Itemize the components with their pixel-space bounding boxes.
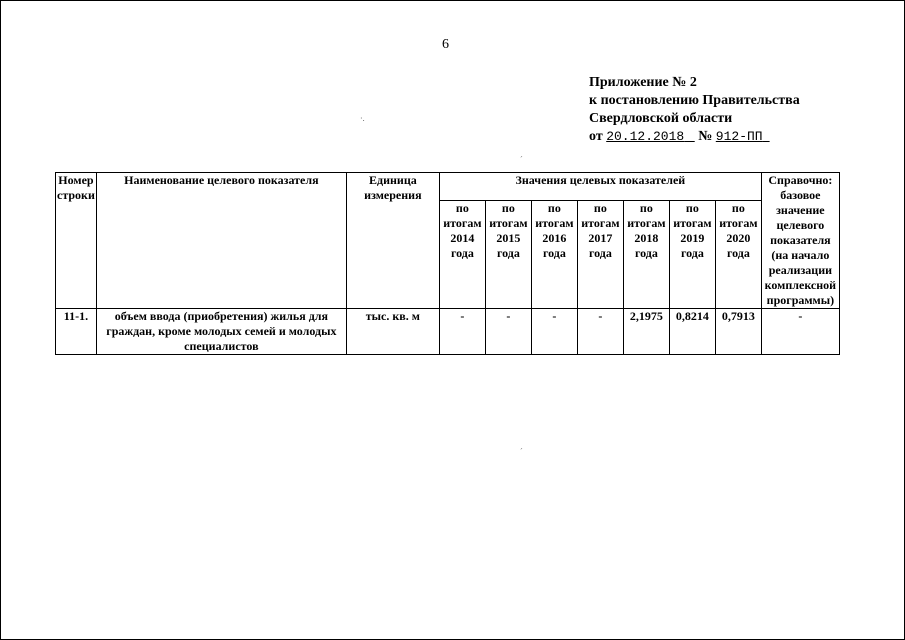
table-header-row <box>56 173 840 201</box>
header-unit: Единица измерения <box>346 173 439 309</box>
page-number: 6 <box>442 37 449 52</box>
row-number-cell: 11-1. <box>56 309 97 355</box>
appendix-region-line: Свердловской области <box>589 111 733 126</box>
scan-speck: ˊ <box>520 447 523 456</box>
header-reference: Справочно: базовое значение целевого показателя (на начало реализации комплексной программы) <box>761 173 839 309</box>
header-year-cell: по итогам 2014 года <box>439 201 485 309</box>
scan-speck: ˊ <box>520 155 523 164</box>
reference-value-cell: - <box>761 309 839 355</box>
date-prefix: от <box>589 129 603 144</box>
header-year-cell: по итогам 2017 года <box>577 201 623 309</box>
value-cell: 0,7913 <box>715 309 761 355</box>
value-cell: - <box>577 309 623 355</box>
value-cell: 2,1975 <box>623 309 669 355</box>
header-row-number: Номер строки <box>56 173 97 309</box>
number-prefix: № <box>698 129 713 144</box>
scan-speck: ·. <box>360 114 365 123</box>
value-cell: 0,8214 <box>669 309 715 355</box>
header-values-group: Значения целевых показателей <box>439 173 761 201</box>
appendix-resolution-line: к постановлению Правительства <box>589 93 800 108</box>
unit-cell: тыс. кв. м <box>346 309 439 355</box>
value-cell: - <box>439 309 485 355</box>
appendix-date-line <box>589 128 800 146</box>
indicator-name-cell: объем ввода (приобретения) жилья для граждан, кроме молодых семей и молодых специалистов <box>96 309 346 355</box>
table-row <box>56 309 840 355</box>
header-year-cell: по итогам 2020 года <box>715 201 761 309</box>
value-cell: - <box>531 309 577 355</box>
header-indicator-name: Наименование целевого показателя <box>96 173 346 309</box>
value-cell: - <box>485 309 531 355</box>
appendix-title: Приложение № 2 <box>589 75 697 90</box>
header-year-cell: по итогам 2016 года <box>531 201 577 309</box>
appendix-block <box>589 74 800 146</box>
header-year-cell: по итогам 2015 года <box>485 201 531 309</box>
header-year-cell: по итогам 2019 года <box>669 201 715 309</box>
resolution-number: 912-ПП <box>715 129 763 144</box>
resolution-date: 20.12.2018 <box>606 129 685 144</box>
indicators-table <box>55 172 840 355</box>
header-year-cell: по итогам 2018 года <box>623 201 669 309</box>
